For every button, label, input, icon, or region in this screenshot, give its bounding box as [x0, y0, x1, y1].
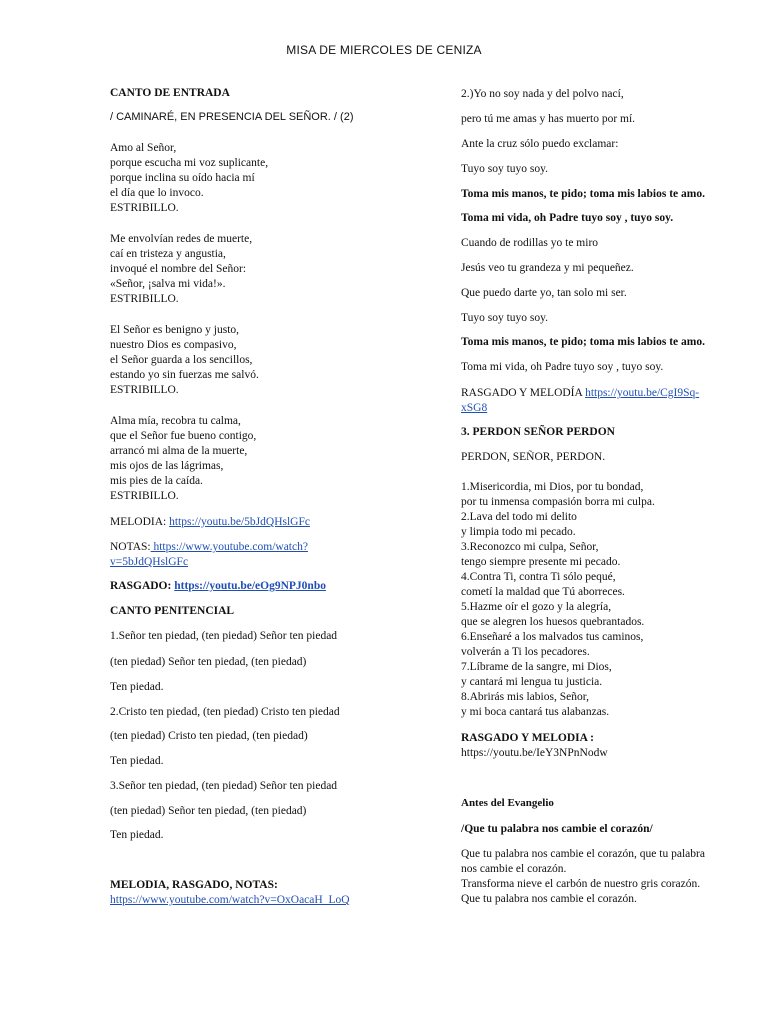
pen-line: (ten piedad) Señor ten piedad, (ten piedad)	[110, 805, 307, 817]
pen-line: (ten piedad) Señor ten piedad, (ten piedad)	[110, 656, 307, 668]
perdon-verses: 1.Misericordia, mi Dios, por tu bondad, por tu inmensa compasión borra mi culpa. 2.Lava del todo mi delito y limpia todo mi pecado. 3.Reconozco mi culpa, Señor, tengo siempre presente mi pecado. 4.Contra Ti, contra Ti sólo pequé, cometí la maldad que Tú aborreces. 5.Hazme oír el gozo y la alegría, que se alegren los huesos quebrantados. 6.Enseñaré a los malvados tus caminos, volverán a Ti los pecadores. 7.Líbrame de la sangre, mi Dios, y cantará mi lengua tu justicia. 8.Abrirás mis labios, Señor, y mi boca cantará tus alabanzas.	[461, 481, 655, 718]
song2-bold-line: Toma mis manos, te pido; toma mis labios te amo.	[461, 336, 705, 348]
song2-line: Tuyo soy tuyo soy.	[461, 163, 549, 175]
song2-line: Ante la cruz sólo puedo exclamar:	[461, 138, 619, 150]
footer-label: MELODIA, RASGADO, NOTAS:	[110, 879, 278, 891]
pen-line: 1.Señor ten piedad, (ten piedad) Señor ten piedad	[110, 630, 338, 642]
rasgado2-label: RASGADO Y MELODIA :	[461, 732, 595, 744]
song2-line: Cuando de rodillas yo te miro	[461, 237, 599, 249]
entrada-stanza-2: Me envolvían redes de muerte, caí en tristeza y angustia, invoqué el nombre del Señor: «Señor, ¡salva mi vida!». ESTRIBILLO.	[110, 233, 253, 305]
song2-line: 2.)Yo no soy nada y del polvo nací,	[461, 88, 624, 100]
notas-link[interactable]: https://www.youtube.com/watch?	[150, 541, 308, 553]
entrada-stanza-4: Alma mía, recobra tu calma, que el Señor fue bueno contigo, arrancó mi alma de la muerte, mis ojos de las lágrimas, mis pies de la caída. ESTRIBILLO.	[110, 415, 257, 502]
rasgado-melodia-link-cont[interactable]: xSG8	[461, 402, 488, 414]
pen-line: Ten piedad.	[110, 755, 164, 767]
rasgado-link[interactable]: https://youtu.be/eOg9NPJ0nbo	[174, 580, 326, 592]
melodia-link[interactable]: https://youtu.be/5bJdQHslGFc	[169, 516, 310, 528]
rasgado-melodia-line	[461, 386, 699, 401]
rasgado-melodia-link[interactable]: https://youtu.be/CgI9Sq-	[585, 387, 700, 399]
evangelio-verses: Que tu palabra nos cambie el corazón, que tu palabra nos cambie el corazón. Transforma nieve el carbón de nuestro gris corazón. Que tu palabra nos cambie el corazón.	[461, 848, 705, 905]
melodia-label: MELODIA:	[110, 516, 170, 528]
melodia-line	[110, 515, 310, 530]
perdon-heading: 3. PERDON SEÑOR PERDON	[461, 426, 615, 438]
notas-link-cont[interactable]: v=5bJdQHslGFc	[110, 556, 189, 568]
notas-label: NOTAS:	[110, 541, 151, 553]
song2-bold-line: Toma mi vida, oh Padre tuyo soy , tuyo soy.	[461, 212, 674, 224]
rasgado-line	[110, 579, 326, 594]
evangelio-refrain: /Que tu palabra nos cambie el corazón/	[461, 823, 653, 835]
notas-line	[110, 540, 308, 555]
song2-line: Tuyo soy tuyo soy.	[461, 312, 549, 324]
entrada-stanza-3: El Señor es benigno y justo, nuestro Dios es compasivo, el Señor guarda a los sencillos, estando yo sin fuerzas me salvó. ESTRIBILLO.	[110, 324, 259, 396]
pen-line: Ten piedad.	[110, 681, 164, 693]
entrada-heading: CANTO DE ENTRADA	[110, 87, 230, 99]
song2-line: Que puedo darte yo, tan solo mi ser.	[461, 287, 627, 299]
song2-line: Jesús veo tu grandeza y mi pequeñez.	[461, 262, 634, 274]
rasgado-label: RASGADO:	[110, 580, 175, 592]
penitencial-heading: CANTO PENITENCIAL	[110, 605, 235, 617]
entrada-refrain: / CAMINARÉ, EN PRESENCIA DEL SEÑOR. / (2)	[110, 111, 354, 123]
page-title: MISA DE MIERCOLES DE CENIZA	[286, 43, 482, 57]
notas-line-cont	[110, 555, 188, 570]
footer-link[interactable]: https://www.youtube.com/watch?v=OxOacaH_LoQ	[110, 894, 350, 906]
song2-line: pero tú me amas y has muerto por mí.	[461, 113, 636, 125]
pen-line: (ten piedad) Cristo ten piedad, (ten piedad)	[110, 730, 308, 742]
song2-line: Toma mi vida, oh Padre tuyo soy , tuyo soy.	[461, 361, 664, 373]
song2-bold-line: Toma mis manos, te pido; toma mis labios te amo.	[461, 188, 705, 200]
perdon-refrain: PERDON, SEÑOR, PERDON.	[461, 451, 606, 463]
rasgado2-url[interactable]: https://youtu.be/IeY3NPnNodw	[461, 747, 608, 759]
pen-line: 3.Señor ten piedad, (ten piedad) Señor ten piedad	[110, 780, 338, 792]
footer-link-line	[110, 893, 350, 908]
pen-line: 2.Cristo ten piedad, (ten piedad) Cristo ten piedad	[110, 706, 340, 718]
rasgado-melodia-line-cont	[461, 401, 487, 416]
rasgado-melodia-label: RASGADO Y MELODÍA	[461, 387, 586, 399]
evangelio-heading: Antes del Evangelio	[461, 797, 554, 809]
pen-line: Ten piedad.	[110, 829, 164, 841]
entrada-stanza-1: Amo al Señor, porque escucha mi voz suplicante, porque inclina su oído hacia mí el día que lo invoco. ESTRIBILLO.	[110, 142, 269, 214]
